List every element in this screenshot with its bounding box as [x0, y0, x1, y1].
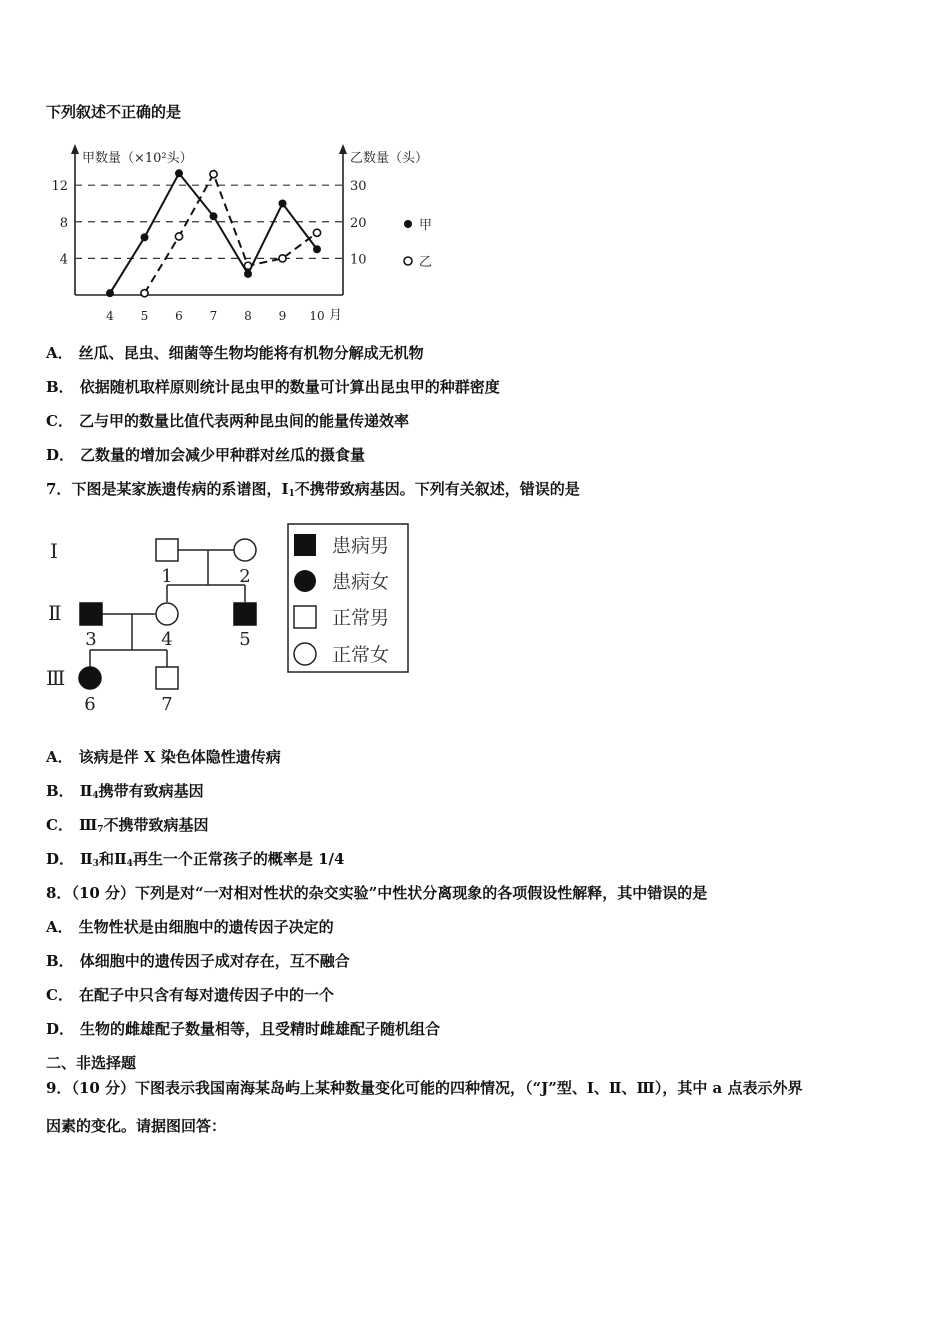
- right-tick-label: 30: [350, 179, 367, 195]
- left-tick-label: 12: [51, 179, 68, 195]
- option-label: B．: [46, 952, 74, 970]
- x-tick-label: 4: [106, 309, 114, 323]
- option-roman: Ⅲ: [78, 816, 98, 834]
- legend-filled-marker: [404, 220, 412, 228]
- chart-legend: [404, 218, 432, 270]
- id-1: 1: [161, 566, 173, 587]
- legend-hollow-marker: [404, 257, 412, 265]
- series-yi-point: [244, 262, 251, 269]
- q9-text-1: 下图表示我国南海某岛屿上某种数量变化可能的四种情况，（“J”型、Ⅰ、Ⅱ、Ⅲ），其中 a 点表示外界: [135, 1079, 803, 1097]
- q6-option-d: [46, 445, 365, 465]
- series-jia-point: [313, 245, 321, 253]
- option-sub: 3: [92, 859, 99, 869]
- x-tick-label: 5: [140, 309, 149, 323]
- individual-III7-normal-male: [156, 667, 178, 689]
- option-label: D．: [46, 1020, 75, 1038]
- population-chart: [40, 140, 460, 330]
- legend-affected-male-symbol: [294, 534, 316, 556]
- q7-stem: [46, 479, 580, 504]
- right-axis-arrow: [339, 144, 347, 154]
- legend-normal-male-symbol: [294, 606, 316, 628]
- individual-I1-normal-male: [156, 539, 178, 561]
- series-yi-point: [210, 171, 217, 178]
- id-5: 5: [239, 629, 251, 650]
- option-text: 乙与甲的数量比值代表两种昆虫间的能量传递效率: [78, 412, 409, 430]
- section-heading: 二、非选择题: [46, 1054, 137, 1072]
- q9-stem-line1: [46, 1078, 803, 1098]
- option-sub: 7: [97, 825, 104, 835]
- legend-normal-male: 正常男: [332, 607, 390, 629]
- option-text: 在配子中只含有每对遗传因子中的一个: [78, 986, 334, 1004]
- q7-sub: 1: [288, 489, 295, 499]
- left-axis-title: 甲数量（×10²头）: [82, 151, 193, 166]
- option-text: 依据随机取样原则统计昆虫甲的数量可计算出昆虫甲的种群密度: [79, 378, 500, 396]
- q7-option-c: [46, 815, 209, 840]
- q7-option-a: [46, 747, 281, 767]
- option-text: 生物的雌雄配子数量相等，且受精时雌雄配子随机组合: [80, 1020, 441, 1038]
- q7-text-after: 不携带致病基因。下列有关叙述，错误的是: [294, 480, 580, 498]
- generation-label-1: Ⅰ: [50, 539, 58, 563]
- x-tick-label: 7: [209, 309, 218, 323]
- q8-score: （10 分）: [71, 884, 136, 902]
- option-label: B．: [46, 782, 74, 800]
- q6-option-b: [46, 377, 500, 397]
- q9-stem-line2: 因素的变化。请据图回答：: [46, 1117, 227, 1135]
- option-roman: Ⅱ: [79, 782, 93, 800]
- legend-affected-male: 患病男: [332, 535, 390, 557]
- id-7: 7: [161, 694, 173, 715]
- left-axis-arrow: [71, 144, 79, 154]
- legend-normal-female-symbol: [294, 643, 316, 665]
- x-tick-label: 8: [244, 309, 252, 323]
- q6-option-a: [46, 343, 424, 363]
- individual-III6-affected-female: [79, 667, 101, 689]
- series-jia-point: [106, 289, 114, 297]
- option-text: 该病是伴 X 染色体隐性遗传病: [78, 748, 281, 766]
- q6-option-c: [46, 411, 409, 431]
- series-jia-point: [244, 270, 252, 278]
- q7-option-d: [46, 849, 344, 874]
- option-mid: 和Ⅱ: [98, 850, 127, 868]
- legend-affected-female-symbol: [294, 570, 316, 592]
- option-text: 再生一个正常孩子的概率是 1/4: [132, 850, 345, 868]
- option-text: 体细胞中的遗传因子成对存在，互不融合: [79, 952, 350, 970]
- series-jia-point: [141, 233, 149, 241]
- series-yi-point: [141, 290, 148, 297]
- option-roman: Ⅱ: [80, 850, 93, 868]
- generation-label-3: Ⅲ: [46, 666, 66, 690]
- option-sub2: 4: [126, 859, 133, 869]
- option-label: A．: [46, 748, 73, 766]
- q7-number: 7．: [46, 480, 72, 498]
- q9-number: 9．: [46, 1079, 72, 1097]
- left-tick-label: 4: [59, 252, 68, 268]
- question-intro: 下列叙述不正确的是: [46, 103, 182, 121]
- q8-option-b: [46, 951, 350, 971]
- id-3: 3: [85, 629, 97, 650]
- individual-II3-affected-male: [80, 603, 102, 625]
- right-axis-title: 乙数量（头）: [350, 151, 429, 166]
- q8-number: 8．: [46, 884, 72, 902]
- option-sub: 4: [92, 791, 99, 801]
- individual-I2-normal-female: [234, 539, 256, 561]
- q9-score: （10 分）: [71, 1079, 136, 1097]
- generation-label-2: Ⅱ: [48, 601, 62, 625]
- series-yi-point: [175, 233, 182, 240]
- individual-II5-affected-male: [234, 603, 256, 625]
- option-text: 丝瓜、昆虫、细菌等生物均能将有机物分解成无机物: [78, 344, 424, 362]
- option-label: D．: [46, 850, 75, 868]
- option-text: 生物性状是由细胞中的遗传因子决定的: [78, 918, 334, 936]
- q7-text-before: 下图是某家族遗传病的系谱图，Ⅰ: [71, 480, 289, 498]
- option-label: C．: [46, 986, 73, 1004]
- legend-yi: 乙: [419, 255, 433, 270]
- option-text: 不携带致病基因: [103, 816, 209, 834]
- q8-option-a: [46, 917, 334, 937]
- id-2: 2: [239, 566, 251, 587]
- option-text: 乙数量的增加会减少甲种群对丝瓜的摄食量: [80, 446, 366, 464]
- option-label: D．: [46, 446, 75, 464]
- option-label: A．: [46, 918, 73, 936]
- option-label: B．: [46, 378, 74, 396]
- x-tick-label: 6: [175, 309, 183, 323]
- series-jia-line: [110, 173, 317, 293]
- right-tick-label: 20: [350, 215, 367, 231]
- option-label: C．: [46, 412, 73, 430]
- option-label: C．: [46, 816, 73, 834]
- individual-II4-normal-female: [156, 603, 178, 625]
- x-unit-label: 月: [329, 308, 343, 323]
- q8-option-d: [46, 1019, 440, 1039]
- series-yi-line: [145, 174, 318, 293]
- series-jia-point: [210, 212, 218, 220]
- q7-option-b: [46, 781, 204, 806]
- series-yi-point: [279, 255, 286, 262]
- q8-option-c: [46, 985, 334, 1005]
- pedigree-chart: [40, 518, 420, 718]
- series-yi-point: [313, 229, 320, 236]
- left-tick-label: 8: [59, 215, 68, 231]
- id-6: 6: [84, 694, 96, 715]
- id-4: 4: [161, 629, 173, 650]
- q8-stem: [46, 883, 707, 903]
- right-tick-label: 10: [350, 252, 367, 268]
- series-jia-point: [175, 169, 183, 177]
- x-tick-label: 9: [278, 309, 287, 323]
- series-jia-point: [279, 199, 287, 207]
- q8-text: 下列是对“一对相对性状的杂交实验”中性状分离现象的各项假设性解释，其中错误的是: [135, 884, 708, 902]
- option-label: A．: [46, 344, 73, 362]
- legend-normal-female: 正常女: [332, 644, 390, 666]
- legend-affected-female: 患病女: [332, 571, 390, 593]
- legend-jia: 甲: [419, 218, 433, 233]
- x-tick-label: 10: [309, 309, 325, 323]
- option-text: 携带有致病基因: [98, 782, 204, 800]
